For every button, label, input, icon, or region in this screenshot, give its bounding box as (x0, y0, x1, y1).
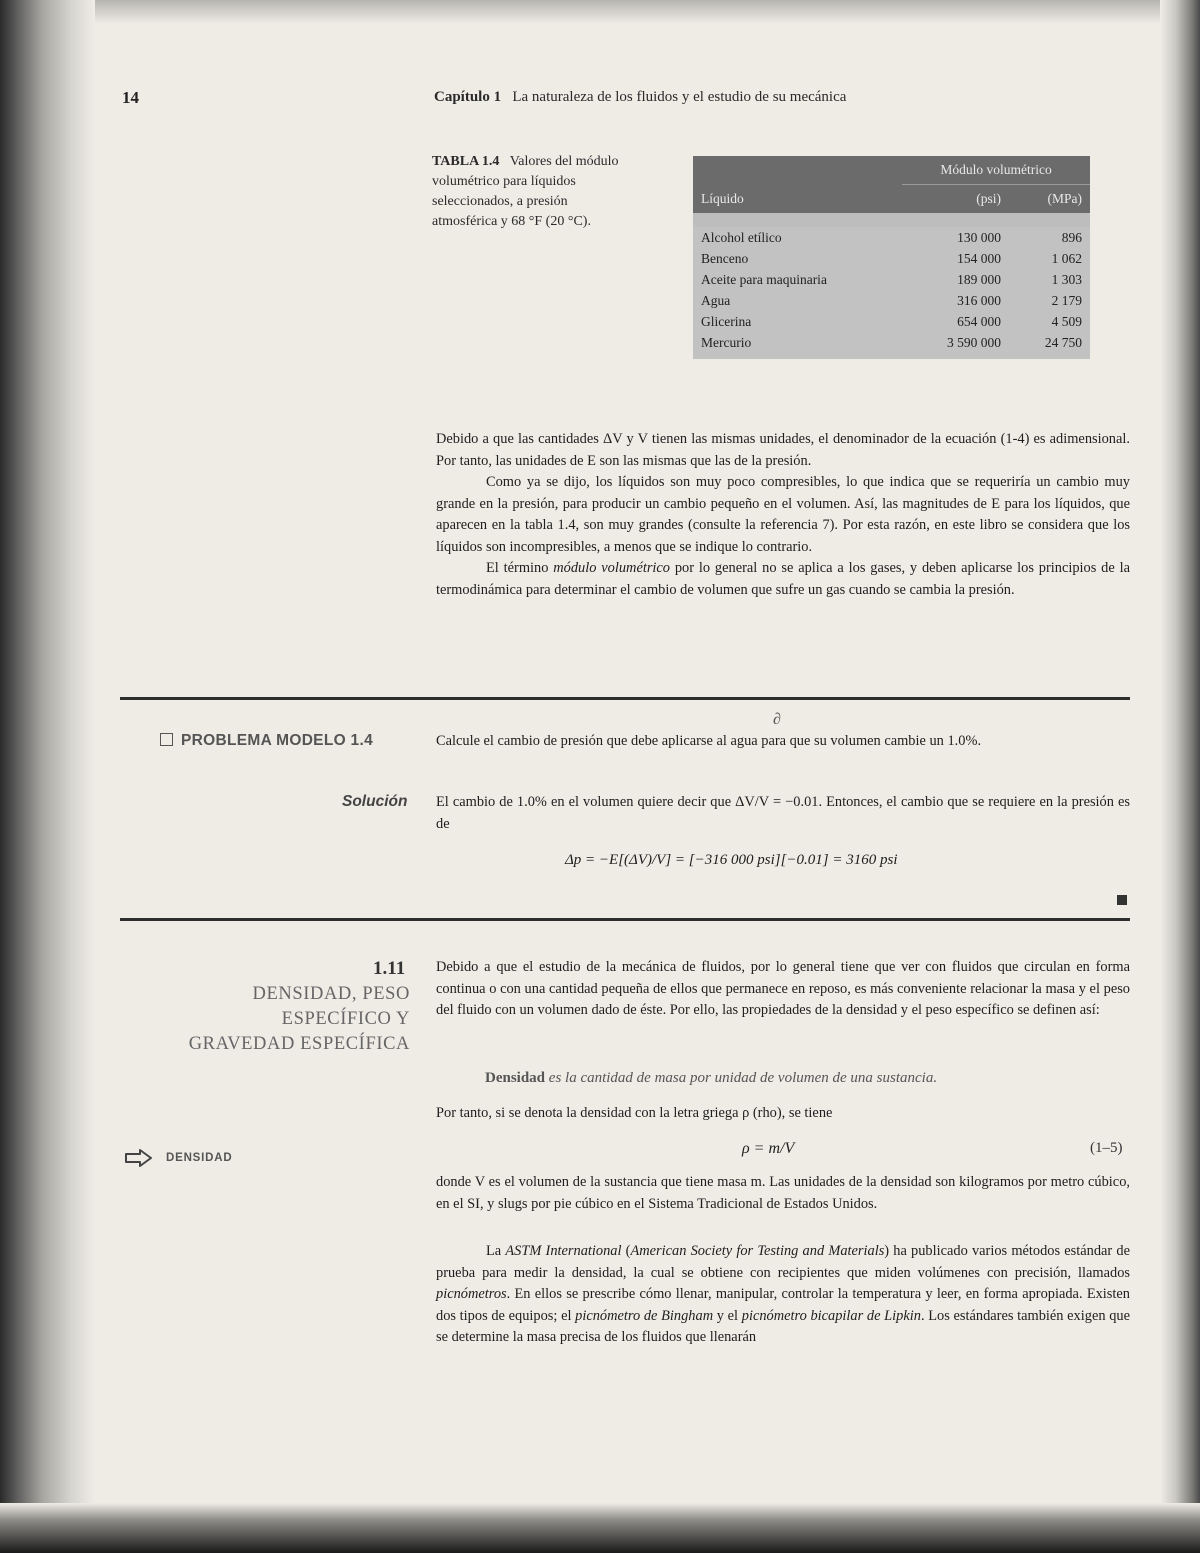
section-number: 1.11 (373, 958, 406, 979)
definition-term: Densidad (485, 1070, 546, 1086)
term-bulk-modulus: módulo volumétrico (553, 560, 671, 576)
section-title: DENSIDAD, PESO ESPECÍFICO Y GRAVEDAD ESPECÍFICA (188, 984, 410, 1054)
table-group-header: Módulo volumétrico (902, 156, 1090, 185)
page-bottom-edge (0, 1503, 1200, 1553)
column-header-psi: (psi) (902, 185, 1009, 214)
table-cell-mpa: 1 303 (1009, 269, 1090, 290)
table-row (693, 227, 1090, 248)
column-header-liquid: Líquido (693, 185, 902, 214)
table-cell-psi: 654 000 (902, 311, 1009, 332)
solution-text: El cambio de 1.0% en el volumen quiere decir que ΔV/V = −0.01. Entonces, el cambio que se requiere en la presión es de (436, 794, 1130, 832)
table-cell-liquid: Agua (693, 290, 902, 311)
density-definition (485, 1070, 1130, 1087)
table-row (693, 248, 1090, 269)
book-spine-shadow (0, 0, 95, 1553)
table-cell-psi: 316 000 (902, 290, 1009, 311)
table-cell-liquid: Glicerina (693, 311, 902, 332)
section-top-rule (120, 918, 1130, 921)
equation-number: (1–5) (1090, 1140, 1123, 1156)
solution-label: Solución (342, 793, 408, 810)
body-text-block (436, 429, 1130, 601)
table-caption (432, 152, 632, 232)
page-number: 14 (122, 88, 139, 107)
astm-paragraph: La ASTM International (American Society for Testing and Materials) ha publicado varios métodos estándar de prueba para medir la densidad, la cual se obtiene con recipientes que miden volúmenes con precisión, llamados picnómetros. En ellos se prescribe cómo llenar, manipular, controlar la temperatura y leer, en forma apropiada. Existen dos tipos de equipos; el picnómetro de Bingham y el picnómetro bicapilar de Lipkin. Los estándares también exigen que se determine la masa precisa de los fluidos que llenarán (436, 1243, 1130, 1345)
problem-label: PROBLEMA MODELO 1.4 (160, 732, 373, 750)
problem-statement: Calcule el cambio de presión que debe aplicarse al agua para que su volumen cambie un 1.0%. (436, 733, 982, 749)
density-units-text: donde V es el volumen de la sustancia que tiene masa m. Las unidades de la densidad son kilogramos por metro cúbico, en el SI, y slugs por pie cúbico en el Sistema Tradicional de Estados Unidos. (436, 1174, 1130, 1212)
paragraph: Debido a que las cantidades ΔV y V tienen las mismas unidades, el denominador de la ecuación (1-4) es adimensional. Por tanto, las unidades de E son las mismas que las de la presión. (436, 431, 1130, 469)
bulk-modulus-table (693, 156, 1090, 359)
pressure-equation: Δp = −E[(ΔV)/V] = [−316 000 psi][−0.01] = 3160 psi (565, 852, 898, 868)
problem-top-rule (120, 697, 1130, 700)
checkbox-icon (160, 733, 173, 746)
density-margin-label: DENSIDAD (124, 1148, 232, 1168)
paragraph: El término módulo volumétrico por lo general no se aplica a los gases, y deben aplicarse los principios de la termodinámica para determinar el cambio de volumen que sufre un gas cuando se cambia la presión. (436, 560, 1130, 598)
definition-text: es la cantidad de masa por unidad de volumen de una sustancia. (545, 1070, 938, 1086)
table-cell-liquid: Aceite para maquinaria (693, 269, 902, 290)
table-cell-liquid: Alcohol etílico (693, 227, 902, 248)
table-label: TABLA 1.4 (432, 154, 500, 169)
arrow-right-icon (124, 1148, 154, 1168)
table-header-empty (693, 156, 902, 185)
page-top-shadow (0, 0, 1200, 24)
paragraph: Como ya se dijo, los líquidos son muy poco compresibles, lo que indica que se requeriría un cambio muy grande en la presión, para producir un cambio pequeño en el volumen. Así, las magnitudes de E para los líquidos, que aparecen en la tabla 1.4, son muy grandes (consulte la referencia 7). Por esta razón, en este libro se considera que los líquidos son incompresibles, a menos que se indique lo contrario. (436, 474, 1130, 555)
chapter-label: Capítulo 1 (434, 89, 502, 105)
table-row (693, 311, 1090, 332)
table-row (693, 332, 1090, 359)
table-cell-psi: 3 590 000 (902, 332, 1009, 359)
table-cell-mpa: 4 509 (1009, 311, 1090, 332)
printer-mark-icon: ∂ (773, 711, 781, 728)
table-cell-liquid: Benceno (693, 248, 902, 269)
table-cell-mpa: 1 062 (1009, 248, 1090, 269)
density-intro: Por tanto, si se denota la densidad con la letra griega ρ (rho), se tiene (436, 1105, 833, 1121)
table-row (693, 269, 1090, 290)
running-header (434, 89, 846, 106)
density-equation: ρ = m/V (742, 1140, 795, 1157)
table-cell-mpa: 24 750 (1009, 332, 1090, 359)
table-cell-psi: 189 000 (902, 269, 1009, 290)
section-intro: Debido a que el estudio de la mecánica de fluidos, por lo general tiene que ver con fluidos que circulan en forma continua o con una cantidad pequeña de ellos que permanece en reposo, es más conveniente relacionar la masa y el peso del fluido con un volumen dado de éste. Por ello, las propiedades de la densidad y el peso específico se definen así: (436, 959, 1130, 1018)
table-cell-psi: 130 000 (902, 227, 1009, 248)
table-cell-mpa: 2 179 (1009, 290, 1090, 311)
table-row (693, 290, 1090, 311)
chapter-title: La naturaleza de los fluidos y el estudio de su mecánica (512, 89, 847, 105)
table-caption-text: Valores del módulo volumétrico para líquidos seleccionados, a presión atmosférica y 68 °F (20 °C). (432, 154, 619, 229)
page-right-edge (1160, 0, 1200, 1553)
table-cell-psi: 154 000 (902, 248, 1009, 269)
end-of-problem-icon (1117, 895, 1127, 905)
table-cell-liquid: Mercurio (693, 332, 902, 359)
column-header-mpa: (MPa) (1009, 185, 1090, 214)
table-cell-mpa: 896 (1009, 227, 1090, 248)
